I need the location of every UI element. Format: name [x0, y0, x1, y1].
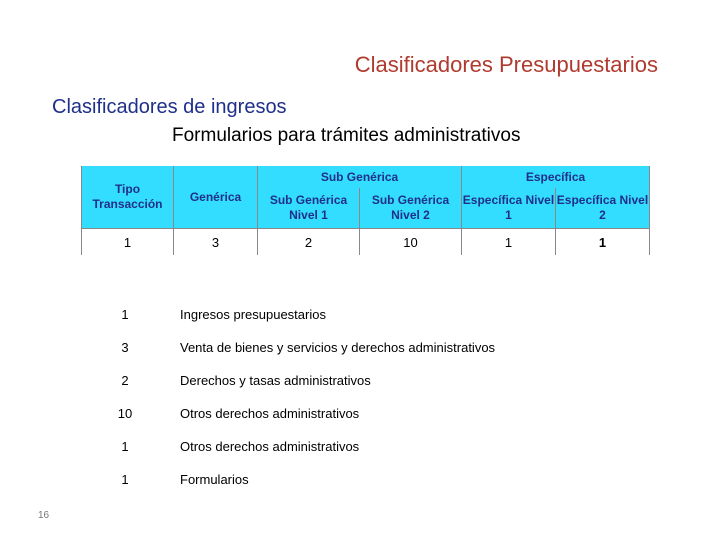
header-especifica-nivel-1: Específica Nivel 1: [462, 188, 556, 229]
list-item: [100, 298, 495, 331]
header-especifica: Específica: [462, 166, 650, 188]
subtitle: Formularios para trámites administrativos: [172, 125, 521, 146]
list-item-code: 1: [121, 472, 129, 487]
value-especifica-nivel-2: 1: [556, 229, 650, 256]
page-number: 16: [38, 510, 50, 521]
header-sub-generica: Sub Genérica: [258, 166, 462, 188]
value-sub-generica-nivel-2: 10: [360, 229, 462, 256]
header-especifica-nivel-2: Específica Nivel 2: [556, 188, 650, 229]
list-item-code: 1: [121, 439, 129, 454]
table-row: [82, 229, 650, 256]
header-tipo-transaccion: Tipo Transacción: [82, 166, 174, 229]
list-item-text: Otros derechos administrativos: [180, 406, 360, 421]
list-item-text: Venta de bienes y servicios y derechos administrativos: [180, 340, 496, 355]
header-sub-generica-nivel-2: Sub Genérica Nivel 2: [360, 188, 462, 229]
list-item: [100, 364, 495, 397]
list-item: [100, 463, 495, 496]
description-list: [100, 298, 495, 496]
list-item-code: 2: [121, 373, 129, 388]
list-item-text: Formularios: [180, 472, 249, 487]
slide-title: Clasificadores Presupuestarios: [354, 52, 658, 77]
value-generica: 3: [174, 229, 258, 256]
list-item-text: Ingresos presupuestarios: [180, 307, 326, 322]
list-item-code: 1: [121, 307, 129, 322]
classifier-table: [81, 166, 650, 255]
value-especifica-nivel-1: 1: [462, 229, 556, 256]
value-sub-generica-nivel-1: 2: [258, 229, 360, 256]
list-item-text: Otros derechos administrativos: [180, 439, 360, 454]
list-item-text: Derechos y tasas administrativos: [180, 373, 371, 388]
list-item-code: 10: [117, 406, 133, 421]
list-item-code: 3: [121, 340, 129, 355]
value-tipo-transaccion: 1: [82, 229, 174, 256]
list-item: [100, 331, 495, 364]
section-title: Clasificadores de ingresos: [52, 96, 287, 118]
header-generica: Genérica: [174, 166, 258, 229]
header-sub-generica-nivel-1: Sub Genérica Nivel 1: [258, 188, 360, 229]
list-item: [100, 397, 495, 430]
list-item: [100, 430, 495, 463]
